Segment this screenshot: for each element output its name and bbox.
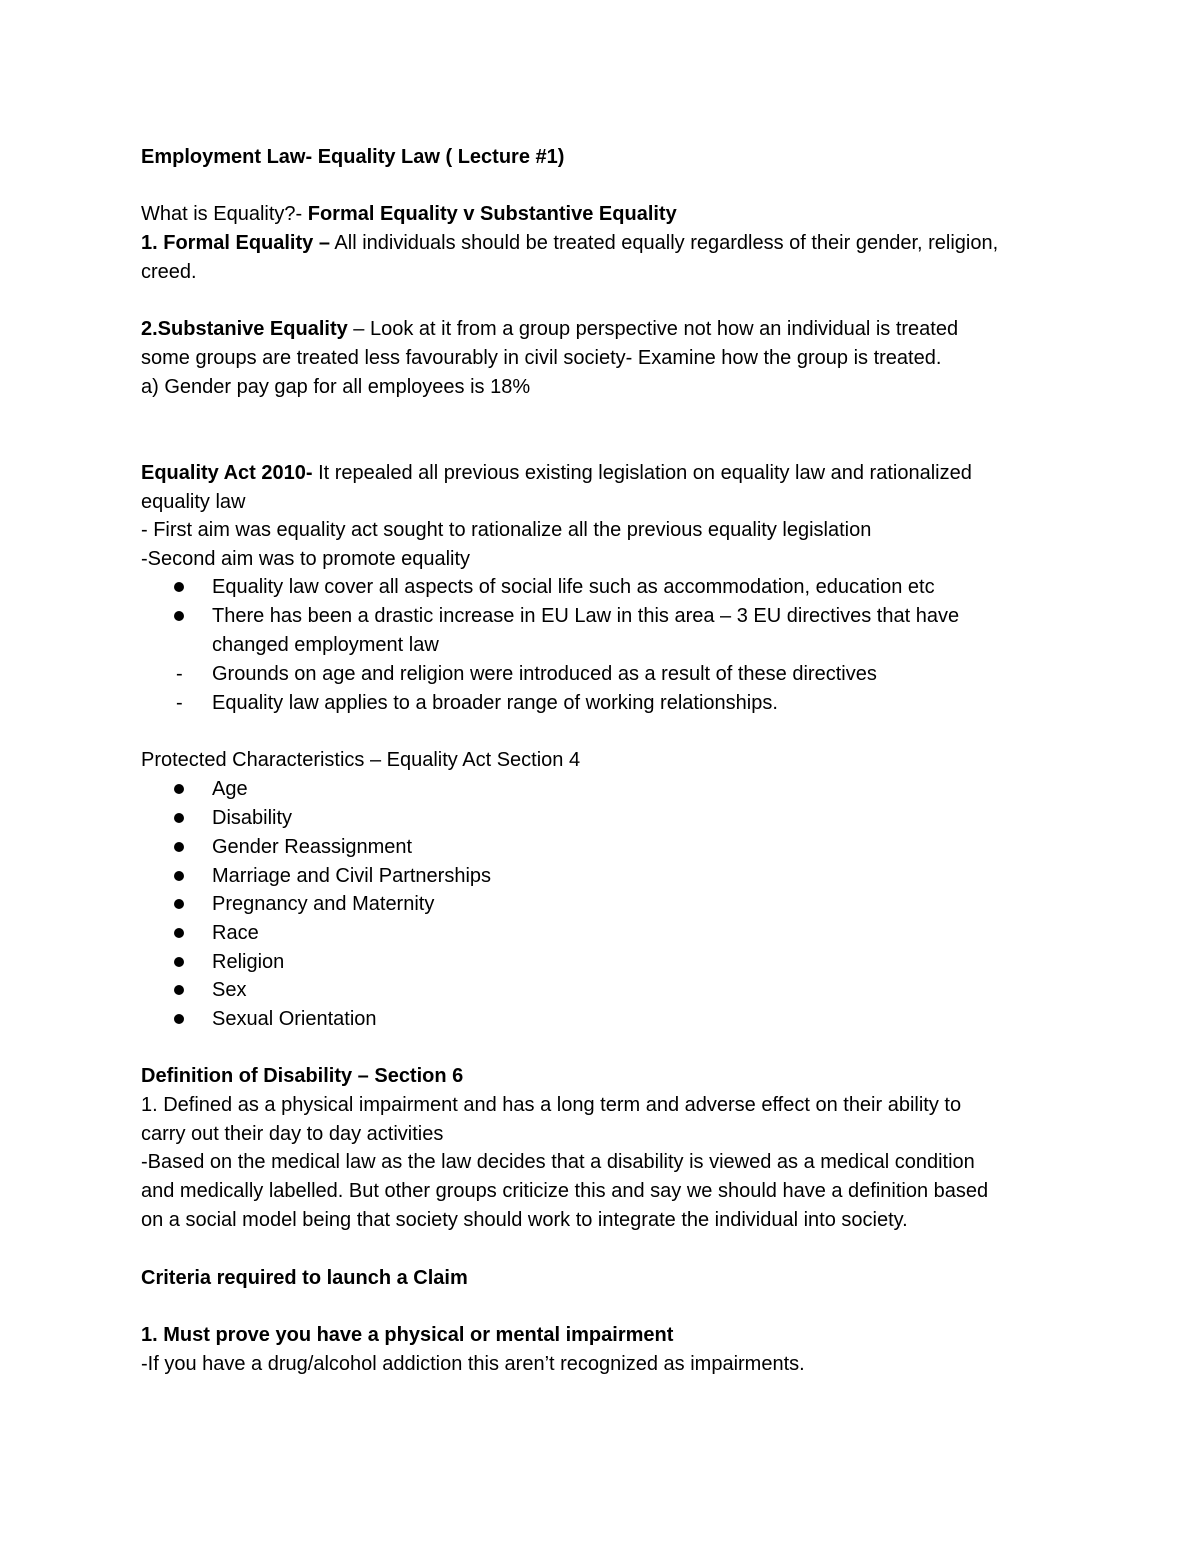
protected-item: Marriage and Civil Partnerships <box>212 865 492 887</box>
second-aim-line: -Second aim was to promote equality <box>141 548 471 570</box>
equality-act-label: Equality Act 2010- <box>141 462 313 484</box>
disability-line-3: -Based on the medical law as the law decides that a disability is viewed as a medical condition <box>141 1151 975 1173</box>
equality-act-line-2: equality law <box>141 491 246 513</box>
criteria-point-1: 1. Must prove you have a physical or mental impairment <box>141 1324 674 1346</box>
protected-item: Race <box>212 922 259 944</box>
equality-act-text: It repealed all previous existing legislation on equality law and rationalized <box>312 462 972 484</box>
bullet-marker <box>174 985 184 995</box>
protected-item: Sexual Orientation <box>212 1008 377 1030</box>
bullet-marker <box>174 784 184 794</box>
bullet-marker <box>174 957 184 967</box>
protected-item: Sex <box>212 979 247 1001</box>
substantive-equality-line-2: some groups are treated less favourably in civil society- Examine how the group is treated. <box>141 347 942 369</box>
disability-line-2: carry out their day to day activities <box>141 1123 444 1145</box>
formal-equality-line-2: creed. <box>141 261 197 283</box>
bullet-marker <box>174 842 184 852</box>
dash-marker: - <box>176 692 183 714</box>
act-bullet-1: Equality law cover all aspects of social life such as accommodation, education etc <box>212 576 935 598</box>
protected-item: Pregnancy and Maternity <box>212 893 435 915</box>
disability-line-5: on a social model being that society should work to integrate the individual into society. <box>141 1209 908 1231</box>
bullet-marker <box>174 611 184 621</box>
act-bullet-2-cont: changed employment law <box>212 634 439 656</box>
criteria-point-1-text: -If you have a drug/alcohol addiction this aren’t recognized as impairments. <box>141 1353 805 1375</box>
document-title: Employment Law- Equality Law ( Lecture #1) <box>141 146 565 168</box>
bullet-marker <box>174 1014 184 1024</box>
disability-line-4: and medically labelled. But other groups criticize this and say we should have a definition based <box>141 1180 989 1202</box>
dash-marker: - <box>176 663 183 685</box>
what-is-equality-line <box>141 200 677 229</box>
protected-item: Disability <box>212 807 293 829</box>
substantive-equality-label: 2.Substanive Equality <box>141 318 348 340</box>
bullet-marker <box>174 813 184 823</box>
substantive-equality-text: – Look at it from a group perspective not how an individual is treated <box>347 318 959 340</box>
what-is-bold: Formal Equality v Substantive Equality <box>307 203 677 225</box>
formal-equality-line <box>141 229 998 258</box>
substantive-equality-line <box>141 315 958 344</box>
gender-pay-gap-line: a) Gender pay gap for all employees is 18% <box>141 376 531 398</box>
protected-item: Gender Reassignment <box>212 836 413 858</box>
act-dash-1: Grounds on age and religion were introduced as a result of these directives <box>212 663 877 685</box>
criteria-heading: Criteria required to launch a Claim <box>141 1267 468 1289</box>
bullet-marker <box>174 871 184 881</box>
equality-act-line <box>141 459 972 488</box>
protected-characteristics-heading: Protected Characteristics – Equality Act Section 4 <box>141 749 581 771</box>
what-is-prefix: What is Equality?- <box>141 203 308 225</box>
bullet-marker <box>174 899 184 909</box>
act-bullet-2: There has been a drastic increase in EU Law in this area – 3 EU directives that have <box>212 605 960 627</box>
formal-equality-label: 1. Formal Equality – <box>141 232 330 254</box>
protected-item: Religion <box>212 951 285 973</box>
bullet-marker <box>174 928 184 938</box>
protected-item: Age <box>212 778 248 800</box>
disability-line-1: 1. Defined as a physical impairment and has a long term and adverse effect on their ability to <box>141 1094 962 1116</box>
disability-heading: Definition of Disability – Section 6 <box>141 1065 464 1087</box>
first-aim-line: - First aim was equality act sought to rationalize all the previous equality legislation <box>141 519 872 541</box>
formal-equality-text: All individuals should be treated equally regardless of their gender, religion, <box>329 232 999 254</box>
act-dash-2: Equality law applies to a broader range of working relationships. <box>212 692 778 714</box>
bullet-marker <box>174 582 184 592</box>
